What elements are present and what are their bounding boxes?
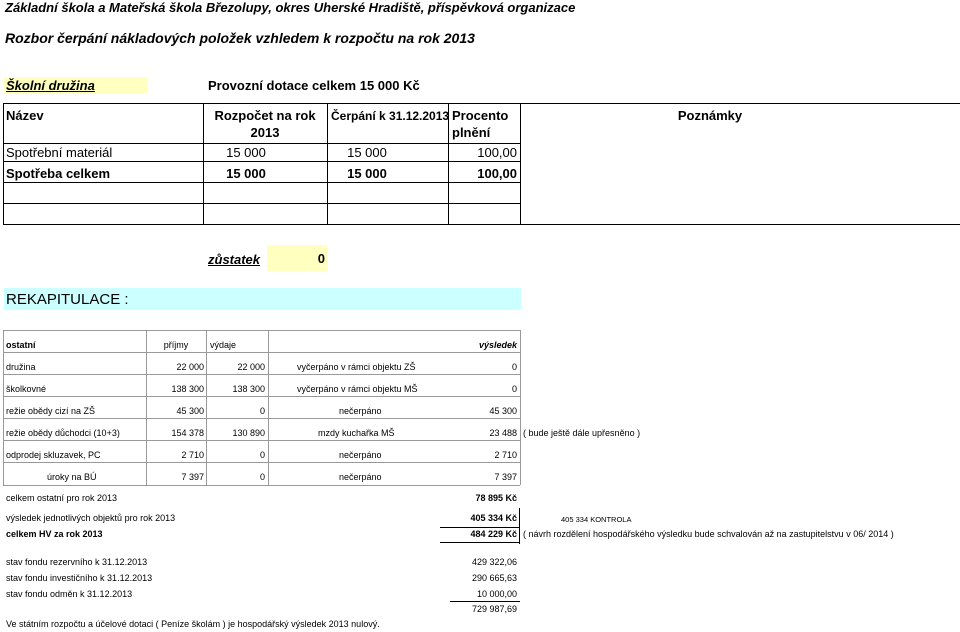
recap-row-note: nečerpáno [339,472,382,482]
balance-value: 0 [267,245,327,271]
recap-row-name: režie obědy důchodci (10+3) [6,428,120,438]
row-percent: 100,00 [477,166,517,181]
col-header-spent: Čerpání k 31.12.2013 [331,109,450,123]
hv-label: celkem HV za rok 2013 [6,529,103,539]
recap-row-expense: 0 [259,406,265,416]
recap-row-income: 2 710 [181,450,204,460]
recap-row-note: nečerpáno [339,406,382,416]
fund-value: 290 665,63 [471,573,517,583]
row-budget: 15 000 [226,166,266,181]
recap-row-result: 45 300 [489,406,517,416]
row-name: Spotřeba celkem [6,166,111,181]
funds-sum-line [450,601,520,602]
recap-row-income: 45 300 [176,406,204,416]
col-header-budget: Rozpočet na rok [214,108,316,123]
section-name: Školní družina [4,77,147,94]
hv-value: 484 229 Kč [470,529,517,539]
recap-row-comment: ( bude ještě dále upřesněno ) [523,428,641,438]
recap-row-note: nečerpáno [339,450,382,460]
recap-row-income: 7 397 [181,472,204,482]
fund-value: 429 322,06 [471,557,517,567]
recap-row-income: 138 300 [171,384,204,394]
recap-row-expense: 0 [259,450,265,460]
recap-header-expense: výdaje [210,340,237,350]
hv-divider-bottom [440,542,520,543]
recap-header-other: ostatní [6,340,36,350]
recap-row-name: režie obědy cizí na ZŠ [6,406,96,416]
fund-value: 10 000,00 [476,589,517,599]
balance-label: zůstatek [208,252,261,267]
hv-divider-top [440,527,520,528]
row-spent: 15 000 [347,145,387,160]
row-percent: 100,00 [477,145,517,160]
recap-row-name: odprodej skluzavek, PC [6,450,101,460]
footer-note: Ve státním rozpočtu a účelové dotaci ( Peníze školám ) je hospodářský výsledek 2013 nulový. [6,619,380,629]
objects-result-value: 405 334 Kč [470,513,517,523]
hv-divider [519,508,520,544]
recap-title: REKAPITULACE : [6,291,129,308]
recap-row-expense: 22 000 [237,362,265,372]
fund-label: stav fondu investičního k 31.12.2013 [6,573,153,583]
objects-result-label: výsledek jednotlivých objektů pro rok 2013 [6,513,176,523]
recap-row-result: 0 [511,362,517,372]
recap-row-note: mzdy kuchařka MŠ [318,428,395,438]
recap-row-income: 22 000 [176,362,204,372]
col-header-name: Název [6,108,44,123]
total-other-label: celkem ostatní pro rok 2013 [6,493,118,503]
col-header-budget-year: 2013 [250,125,280,140]
recap-row-name: úroky na BÚ [47,472,97,482]
control-text: 405 334 KONTROLA [561,515,632,524]
recap-row-result: 7 397 [494,472,517,482]
recap-header-result: výsledek [478,340,517,350]
recap-header-income: příjmy [163,340,189,350]
hv-note: ( návrh rozdělení hospodářského výsledku bude schvalován až na zastupitelstvu v 06/ 2014 ) [523,529,894,539]
recap-row-expense: 130 890 [232,428,265,438]
recap-row-note: vyčerpáno v rámci objektu ZŠ [297,362,416,372]
recap-row-expense: 138 300 [232,384,265,394]
col-header-percent-2: plnění [452,125,491,140]
page-title: Rozbor čerpání nákladových položek vzhledem k rozpočtu na rok 2013 [5,30,475,46]
school-name: Základní škola a Mateřská škola Březolupy, okres Uherské Hradiště, příspěvková organizace [5,0,576,15]
recap-row-name: školkovné [6,384,47,394]
funds-total: 729 987,69 [471,604,517,614]
recap-row-name: družina [6,362,36,372]
row-spent: 15 000 [347,166,387,181]
row-name: Spotřební materiál [6,145,113,160]
subsidy-total: Provozní dotace celkem 15 000 Kč [208,78,420,93]
recap-row-note: vyčerpáno v rámci objektu MŠ [297,384,418,394]
total-other-value: 78 895 Kč [475,493,517,503]
fund-label: stav fondu rezervního k 31.12.2013 [6,557,148,567]
recap-row-income: 154 378 [171,428,204,438]
row-budget: 15 000 [226,145,266,160]
recap-row-result: 23 488 [489,428,517,438]
recap-row-result: 2 710 [494,450,517,460]
recap-row-result: 0 [511,384,517,394]
col-header-percent: Procento [452,108,509,123]
recap-row-expense: 0 [259,472,265,482]
fund-label: stav fondu odměn k 31.12.2013 [6,589,133,599]
col-header-notes: Poznámky [677,108,743,123]
